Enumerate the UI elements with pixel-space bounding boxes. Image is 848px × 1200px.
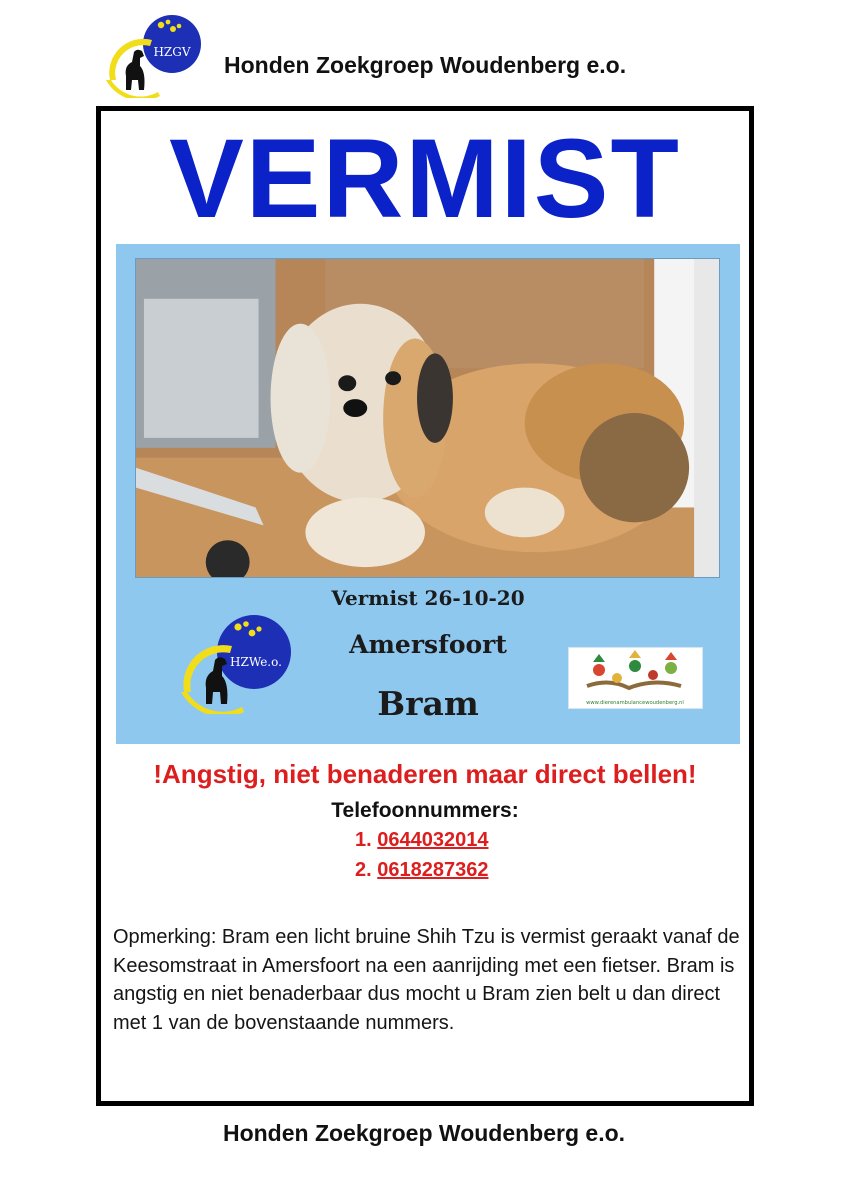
phone-index: 1. bbox=[355, 829, 372, 851]
remark-text: Opmerking: Bram een licht bruine Shih Tzu is vermist geraakt vanaf de Keesomstraat in Amersfoort na een aanrijding met een fietser. Bram is angstig en niet benaderbaar dus mocht u Bram zien belt u dan direct met 1 van de bovenstaande nummers. bbox=[113, 926, 740, 1034]
partner-logo-url: www.dierenambulancewoudenberg.nl bbox=[586, 700, 684, 706]
missing-city: Amersfoort bbox=[349, 630, 507, 659]
phone-heading: Telefoonnummers: bbox=[331, 799, 519, 822]
phone-number-link[interactable]: 0644032014 bbox=[377, 829, 489, 851]
dierenambulance-logo bbox=[568, 647, 703, 709]
phone-index: 2. bbox=[355, 859, 372, 881]
hzgv-logo bbox=[104, 14, 202, 98]
dog-info-panel bbox=[116, 244, 740, 744]
headline-vermist: VERMIST bbox=[169, 116, 681, 241]
phone-row bbox=[355, 856, 555, 886]
missing-dog-poster bbox=[96, 106, 754, 1106]
phone-number-link[interactable]: 0618287362 bbox=[377, 859, 489, 881]
missing-date: Vermist 26-10-20 bbox=[331, 586, 525, 610]
dog-name: Bram bbox=[377, 684, 479, 723]
hzweo-logo-text: HZWe.o. bbox=[230, 655, 282, 669]
hzgv-logo-text: HZGV bbox=[153, 45, 191, 59]
footer-organization-title: Honden Zoekgroep Woudenberg e.o. bbox=[222, 1120, 626, 1146]
phone-row bbox=[355, 826, 555, 856]
hzweo-logo bbox=[180, 614, 296, 714]
dog-photo bbox=[135, 258, 720, 578]
organization-title: Honden Zoekgroep Woudenberg e.o. bbox=[224, 52, 627, 78]
warning-text: !Angstig, niet benaderen maar direct bellen! bbox=[153, 759, 697, 789]
phone-list bbox=[355, 826, 555, 886]
